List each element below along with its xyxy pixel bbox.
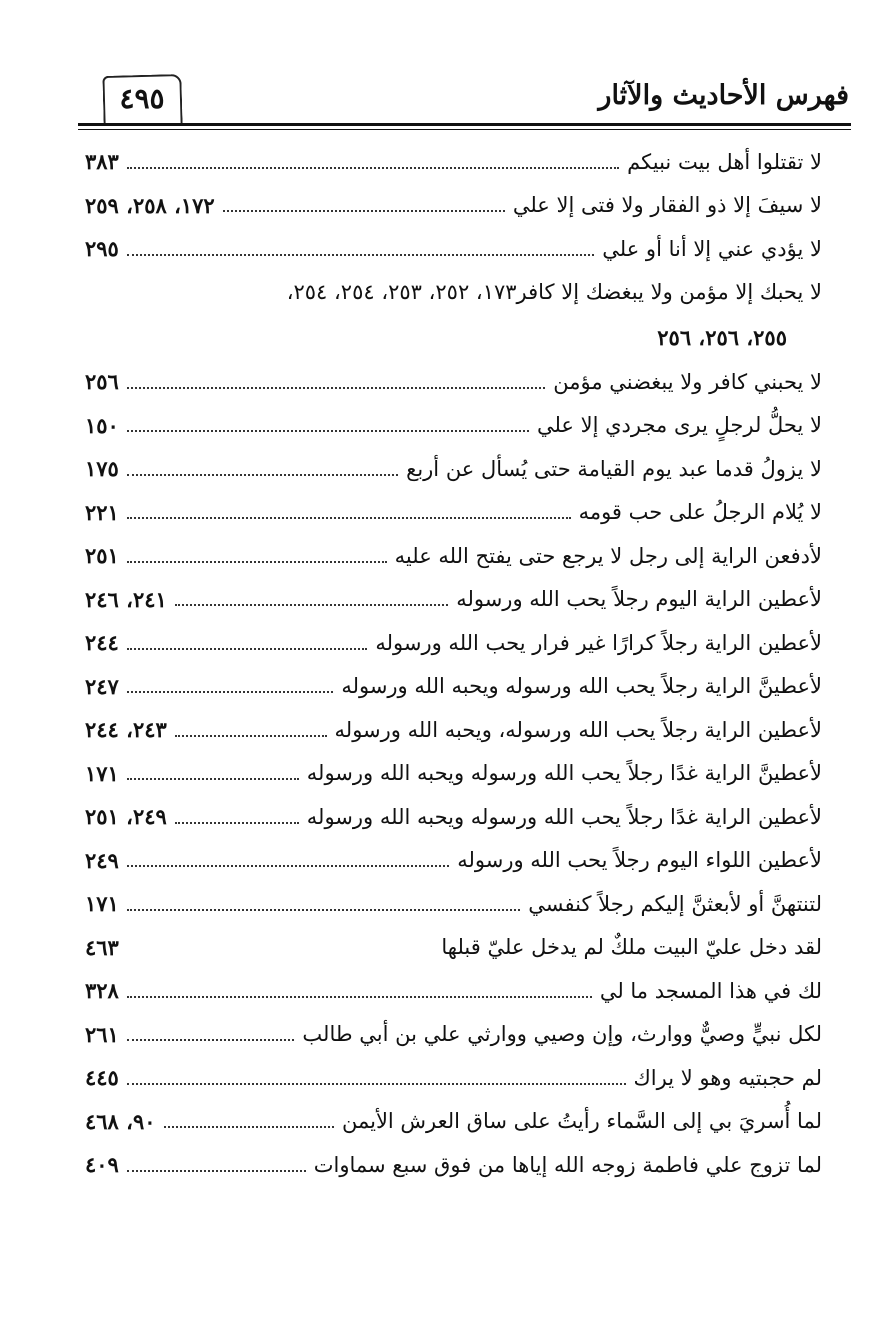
- page-refs: ١٧١: [85, 891, 119, 917]
- leader-dots: [127, 996, 592, 998]
- hadith-text: لتنتهنَّ أو لأبعثنَّ إليكم رجلاً كنفسي: [528, 891, 822, 916]
- leader-dots: [127, 865, 449, 867]
- hadith-text: لأعطين اللواء اليوم رجلاً يحب الله ورسوله: [457, 848, 822, 873]
- index-entry: [85, 621, 822, 665]
- page-refs: ٢٤٤: [85, 630, 119, 656]
- leader-dots: [127, 1170, 306, 1172]
- index-entry: [85, 665, 822, 709]
- page-title: فهرس الأحاديث والآثار: [598, 80, 849, 111]
- hadith-text: لأعطين الراية غدًا رجلاً يحب الله ورسوله ويحبه الله ورسوله: [306, 804, 822, 829]
- index-entry: [85, 882, 822, 926]
- leader-dots: [127, 517, 571, 519]
- index-entry: [85, 795, 822, 839]
- index-entry: [85, 1056, 822, 1100]
- hadith-text: لأعطين الراية اليوم رجلاً يحب الله ورسوله: [456, 587, 822, 612]
- page-refs: ١٥٠: [85, 412, 119, 438]
- page-refs: ٢٦١: [85, 1021, 119, 1047]
- hadith-text: لأعطين الراية رجلاً يحب الله ورسوله، ويحبه الله ورسوله: [334, 717, 822, 742]
- hadith-text: لما تزوج علي فاطمة زوجه الله إياها من فوق سبع سماوات: [313, 1152, 822, 1177]
- hadith-text: لا يُلام الرجلُ على حب قومه: [578, 500, 822, 525]
- index-entry: [85, 1013, 822, 1057]
- page-refs: ٣٨٣: [85, 149, 119, 175]
- index-entry: [85, 926, 822, 970]
- leader-dots: [127, 909, 520, 911]
- leader-dots: [127, 474, 398, 476]
- page-refs: ٤٦٣: [85, 934, 119, 960]
- index-entry: [85, 404, 822, 448]
- hadith-text: لم حجبتيه وهو لا يراك: [633, 1065, 822, 1090]
- index-entry: [85, 491, 822, 535]
- hadith-text: لا يزولُ قدما عبد يوم القيامة حتى يُسأل عن أربع: [406, 456, 822, 481]
- leader-dots: [127, 254, 594, 256]
- leader-dots: [223, 210, 505, 212]
- page-refs: ٢٩٥: [85, 236, 119, 262]
- leader-dots: [127, 952, 434, 954]
- page-refs: ٩٠، ٤٦٨: [85, 1108, 156, 1134]
- leader-dots: [127, 778, 299, 780]
- index-entry: [85, 839, 822, 883]
- index-entry: [85, 227, 822, 271]
- index-entry: [85, 752, 822, 796]
- hadith-text: لا يحبك إلا مؤمن ولا يبغضك إلا كافر١٧٣، ٢٥٢، ٢٥٣، ٢٥٤، ٢٥٤،: [286, 280, 822, 305]
- leader-dots: [127, 691, 333, 693]
- index-entry: [85, 184, 822, 228]
- hadith-text: لا يحلُّ لرجلٍ يرى مجردي إلا علي: [536, 413, 822, 438]
- page-refs: ٢٤٧: [85, 673, 119, 699]
- index-entry: [85, 447, 822, 491]
- page-number: ٤٩٥: [119, 82, 165, 115]
- page-refs: ٢٤٩: [85, 847, 119, 873]
- page-refs: ٢٥٦: [85, 369, 119, 395]
- hadith-text: لك في هذا المسجد ما لي: [599, 978, 822, 1003]
- page-refs: ١٧٥: [85, 456, 119, 482]
- index-entry: [85, 1100, 822, 1144]
- index-entry: [85, 360, 822, 404]
- hadith-text: لا تقتلوا أهل بيت نبيكم: [627, 149, 822, 174]
- index-entry: [85, 140, 822, 184]
- leader-dots: [175, 822, 299, 824]
- hadith-text: لأعطين الراية رجلاً كرارًا غير فرار يحب الله ورسوله: [375, 630, 822, 655]
- page-refs: ٤٠٩: [85, 1152, 119, 1178]
- hadith-text: لا يؤدي عني إلا أنا أو علي: [602, 236, 822, 261]
- leader-dots: [127, 387, 545, 389]
- page-refs: ٢٥١: [85, 543, 119, 569]
- index-entry: [85, 578, 822, 622]
- leader-dots: [127, 430, 529, 432]
- page-refs: ٢٤٣، ٢٤٤: [85, 717, 167, 743]
- leader-dots: [175, 735, 327, 737]
- header-rule-thin: [78, 129, 851, 130]
- index-entry: [85, 1143, 822, 1187]
- leader-dots: [127, 1083, 626, 1085]
- page-refs: ٢٤٩، ٢٥١: [85, 804, 167, 830]
- page-refs: ٣٢٨: [85, 978, 119, 1004]
- index-entry: [85, 969, 822, 1013]
- hadith-text: لما أُسريَ بي إلى السَّماء رأيتُ على ساق العرش الأيمن: [341, 1109, 822, 1134]
- index-entry: [85, 271, 822, 315]
- hadith-text: لأعطينَّ الراية رجلاً يحب الله ورسوله ويحبه الله ورسوله: [341, 674, 822, 699]
- hadith-text: لا يحبني كافر ولا يبغضني مؤمن: [553, 369, 822, 394]
- index-entry: [85, 534, 822, 578]
- leader-dots: [127, 167, 619, 169]
- leader-dots: [127, 561, 387, 563]
- leader-dots: [127, 1039, 295, 1041]
- page-refs: ١٧٢، ٢٥٨، ٢٥٩: [85, 192, 215, 218]
- index-list: [85, 140, 822, 1187]
- page-refs: ١٧١: [85, 760, 119, 786]
- page-header: [0, 0, 879, 140]
- page-refs: ٢٤١، ٢٤٦: [85, 586, 167, 612]
- header-rule-thick: [78, 123, 851, 126]
- hadith-text: لا سيفَ إلا ذو الفقار ولا فتى إلا علي: [512, 193, 822, 218]
- hadith-text: لأدفعن الراية إلى رجل لا يرجع حتى يفتح الله عليه: [394, 543, 822, 568]
- page-refs: ٤٤٥: [85, 1065, 119, 1091]
- leader-dots: [127, 648, 368, 650]
- hadith-text: لأعطينَّ الراية غدًا رجلاً يحب الله ورسوله ويحبه الله ورسوله: [306, 761, 822, 786]
- page-refs-continuation: ٢٥٥، ٢٥٦، ٢٥٦: [657, 324, 787, 350]
- leader-dots: [175, 604, 448, 606]
- index-entry: [85, 708, 822, 752]
- hadith-text: لقد دخل عليّ البيت ملكٌ لم يدخل عليّ قبلها: [441, 935, 822, 960]
- page-refs: ٢٢١: [85, 499, 119, 525]
- leader-dots: [164, 1126, 334, 1128]
- hadith-text: لكل نبيٍّ وصيٌّ ووارث، وإن وصيي ووارثي علي بن أبي طالب: [302, 1022, 822, 1047]
